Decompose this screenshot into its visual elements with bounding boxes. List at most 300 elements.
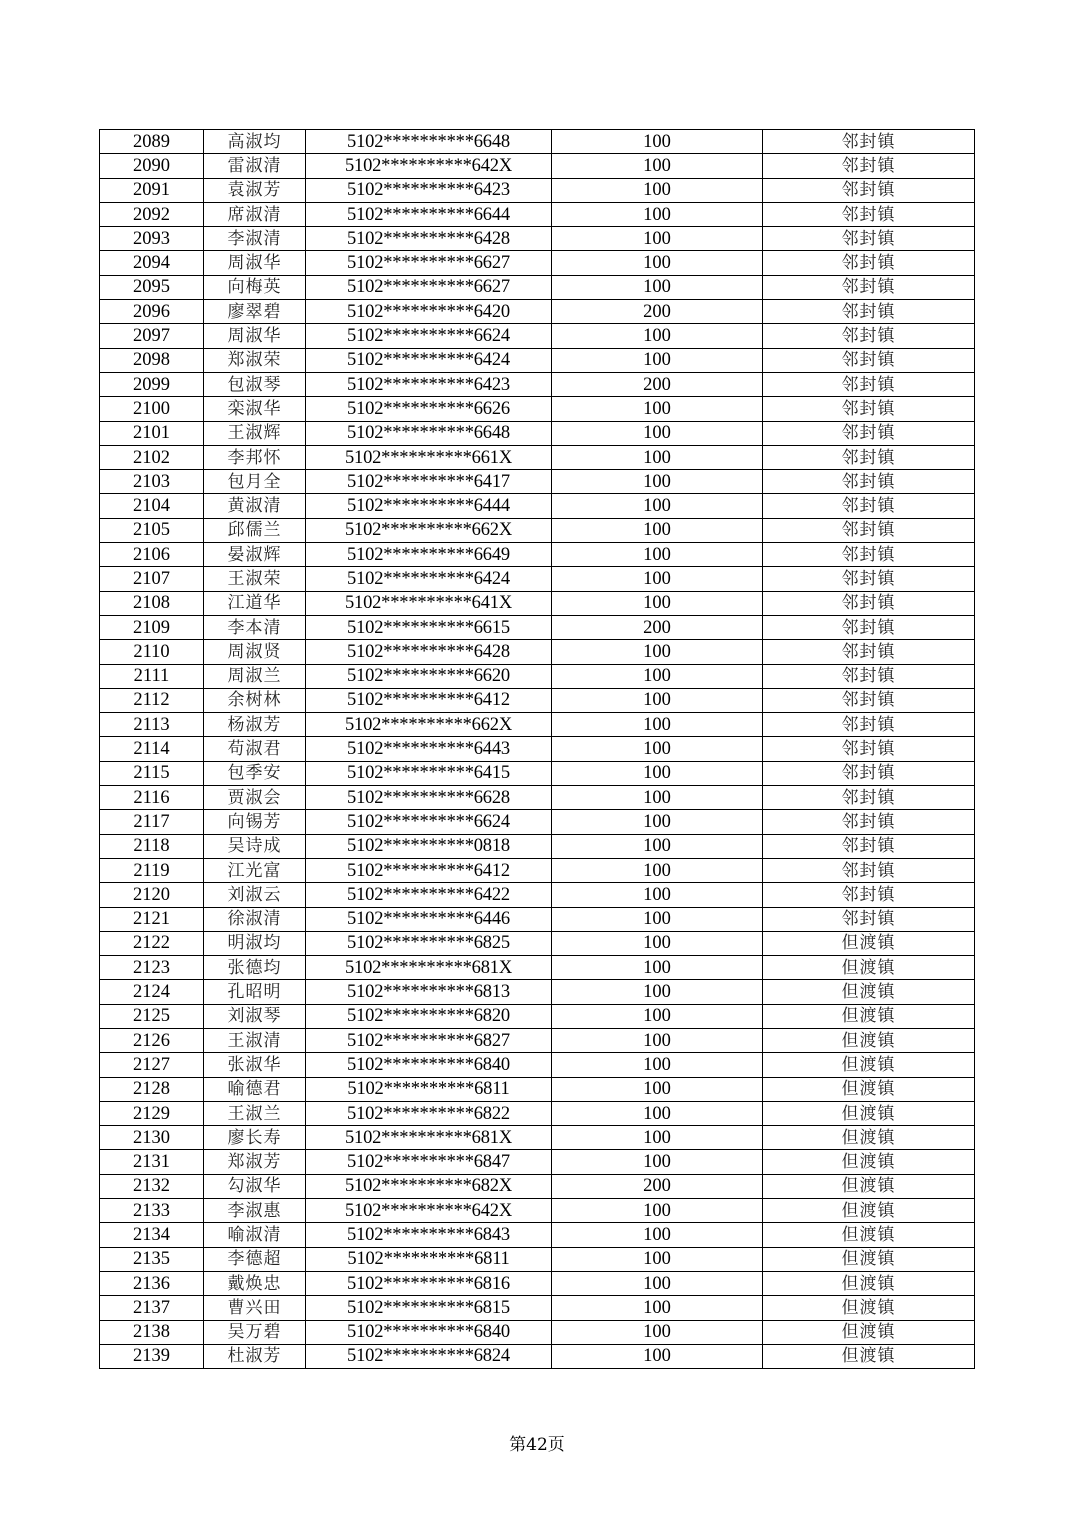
table-row [100,397,975,421]
name-cell: 刘淑琴 [204,1004,306,1028]
table-row [100,883,975,907]
name-cell: 贾淑会 [204,786,306,810]
table-row [100,761,975,785]
serial-number-cell: 2113 [100,713,204,737]
town-cell: 邻封镇 [763,737,975,761]
town-cell: 邻封镇 [763,786,975,810]
town-cell: 邻封镇 [763,688,975,712]
serial-number-cell: 2119 [100,858,204,882]
id-number-cell: 5102**********6615 [306,615,552,639]
town-cell: 但渡镇 [763,1320,975,1344]
serial-number-cell: 2103 [100,470,204,494]
town-cell: 但渡镇 [763,1344,975,1368]
town-cell: 邻封镇 [763,324,975,348]
name-cell: 郑淑荣 [204,348,306,372]
id-number-cell: 5102**********6443 [306,737,552,761]
records-table-body [100,130,975,1369]
serial-number-cell: 2106 [100,543,204,567]
page-number: 第42页 [509,1435,565,1455]
serial-number-cell: 2128 [100,1077,204,1101]
table-row [100,786,975,810]
table-row [100,470,975,494]
serial-number-cell: 2092 [100,202,204,226]
name-cell: 周淑贤 [204,640,306,664]
serial-number-cell: 2122 [100,931,204,955]
id-number-cell: 5102**********6840 [306,1320,552,1344]
name-cell: 邱儒兰 [204,518,306,542]
amount-cell: 100 [552,1247,763,1271]
town-cell: 但渡镇 [763,1223,975,1247]
table-row [100,543,975,567]
table-row [100,591,975,615]
serial-number-cell: 2115 [100,761,204,785]
id-number-cell: 5102**********6420 [306,300,552,324]
table-row [100,1126,975,1150]
serial-number-cell: 2102 [100,445,204,469]
name-cell: 杨淑芳 [204,713,306,737]
id-number-cell: 5102**********6644 [306,202,552,226]
table-row [100,1101,975,1125]
id-number-cell: 5102**********6424 [306,567,552,591]
serial-number-cell: 2117 [100,810,204,834]
serial-number-cell: 2090 [100,154,204,178]
id-number-cell: 5102**********6648 [306,421,552,445]
id-number-cell: 5102**********6822 [306,1101,552,1125]
id-number-cell: 5102**********642X [306,154,552,178]
serial-number-cell: 2107 [100,567,204,591]
id-number-cell: 5102**********6423 [306,178,552,202]
name-cell: 黄淑清 [204,494,306,518]
serial-number-cell: 2137 [100,1296,204,1320]
name-cell: 周淑兰 [204,664,306,688]
amount-cell: 100 [552,1126,763,1150]
id-number-cell: 5102**********6843 [306,1223,552,1247]
amount-cell: 100 [552,591,763,615]
serial-number-cell: 2105 [100,518,204,542]
table-row [100,130,975,154]
serial-number-cell: 2096 [100,300,204,324]
table-row [100,372,975,396]
name-cell: 郑淑芳 [204,1150,306,1174]
serial-number-cell: 2133 [100,1199,204,1223]
amount-cell: 100 [552,1223,763,1247]
table-row [100,275,975,299]
serial-number-cell: 2091 [100,178,204,202]
amount-cell: 100 [552,1053,763,1077]
town-cell: 邻封镇 [763,470,975,494]
id-number-cell: 5102**********6424 [306,348,552,372]
town-cell: 但渡镇 [763,1004,975,1028]
amount-cell: 100 [552,130,763,154]
amount-cell: 100 [552,883,763,907]
amount-cell: 200 [552,372,763,396]
amount-cell: 100 [552,1077,763,1101]
amount-cell: 100 [552,737,763,761]
amount-cell: 100 [552,1150,763,1174]
table-row [100,445,975,469]
id-number-cell: 5102**********6813 [306,980,552,1004]
table-row [100,1150,975,1174]
table-row [100,1296,975,1320]
id-number-cell: 5102**********6628 [306,786,552,810]
name-cell: 李淑惠 [204,1199,306,1223]
name-cell: 袁淑芳 [204,178,306,202]
id-number-cell: 5102**********6811 [306,1247,552,1271]
name-cell: 王淑清 [204,1028,306,1052]
name-cell: 包淑琴 [204,372,306,396]
table-row [100,664,975,688]
table-row [100,1028,975,1052]
serial-number-cell: 2125 [100,1004,204,1028]
town-cell: 但渡镇 [763,931,975,955]
name-cell: 江光富 [204,858,306,882]
town-cell: 但渡镇 [763,1199,975,1223]
amount-cell: 100 [552,178,763,202]
amount-cell: 100 [552,810,763,834]
name-cell: 向锡芳 [204,810,306,834]
amount-cell: 100 [552,956,763,980]
town-cell: 邻封镇 [763,372,975,396]
table-row [100,640,975,664]
id-number-cell: 5102**********6627 [306,251,552,275]
town-cell: 但渡镇 [763,1296,975,1320]
table-row [100,834,975,858]
serial-number-cell: 2114 [100,737,204,761]
name-cell: 刘淑云 [204,883,306,907]
table-row [100,615,975,639]
amount-cell: 100 [552,445,763,469]
serial-number-cell: 2123 [100,956,204,980]
id-number-cell: 5102**********681X [306,956,552,980]
town-cell: 但渡镇 [763,980,975,1004]
serial-number-cell: 2099 [100,372,204,396]
town-cell: 邻封镇 [763,445,975,469]
town-cell: 邻封镇 [763,518,975,542]
amount-cell: 100 [552,980,763,1004]
id-number-cell: 5102**********6811 [306,1077,552,1101]
id-number-cell: 5102**********6624 [306,324,552,348]
id-number-cell: 5102**********6423 [306,372,552,396]
name-cell: 向梅英 [204,275,306,299]
table-row [100,251,975,275]
serial-number-cell: 2129 [100,1101,204,1125]
serial-number-cell: 2100 [100,397,204,421]
name-cell: 包季安 [204,761,306,785]
name-cell: 雷淑清 [204,154,306,178]
amount-cell: 100 [552,907,763,931]
table-row [100,1320,975,1344]
town-cell: 邻封镇 [763,640,975,664]
serial-number-cell: 2121 [100,907,204,931]
serial-number-cell: 2109 [100,615,204,639]
name-cell: 王淑荣 [204,567,306,591]
amount-cell: 100 [552,1004,763,1028]
serial-number-cell: 2089 [100,130,204,154]
town-cell: 邻封镇 [763,810,975,834]
id-number-cell: 5102**********0818 [306,834,552,858]
serial-number-cell: 2094 [100,251,204,275]
amount-cell: 100 [552,761,763,785]
town-cell: 邻封镇 [763,713,975,737]
id-number-cell: 5102**********662X [306,518,552,542]
name-cell: 周淑华 [204,251,306,275]
amount-cell: 100 [552,543,763,567]
amount-cell: 200 [552,300,763,324]
town-cell: 邻封镇 [763,907,975,931]
town-cell: 邻封镇 [763,202,975,226]
name-cell: 勾淑华 [204,1174,306,1198]
name-cell: 吴诗成 [204,834,306,858]
name-cell: 孔昭明 [204,980,306,1004]
name-cell: 戴焕忠 [204,1271,306,1295]
table-row [100,154,975,178]
amount-cell: 100 [552,202,763,226]
table-row [100,956,975,980]
name-cell: 张德均 [204,956,306,980]
amount-cell: 100 [552,324,763,348]
amount-cell: 100 [552,1296,763,1320]
town-cell: 邻封镇 [763,494,975,518]
name-cell: 吴万碧 [204,1320,306,1344]
id-number-cell: 5102**********641X [306,591,552,615]
id-number-cell: 5102**********642X [306,1199,552,1223]
amount-cell: 100 [552,1101,763,1125]
name-cell: 高淑均 [204,130,306,154]
name-cell: 徐淑清 [204,907,306,931]
amount-cell: 100 [552,567,763,591]
name-cell: 张淑华 [204,1053,306,1077]
amount-cell: 100 [552,786,763,810]
id-number-cell: 5102**********6444 [306,494,552,518]
amount-cell: 100 [552,251,763,275]
table-row [100,494,975,518]
table-row [100,324,975,348]
amount-cell: 100 [552,518,763,542]
serial-number-cell: 2118 [100,834,204,858]
amount-cell: 100 [552,154,763,178]
name-cell: 喻淑清 [204,1223,306,1247]
table-row [100,348,975,372]
town-cell: 邻封镇 [763,761,975,785]
town-cell: 邻封镇 [763,348,975,372]
serial-number-cell: 2126 [100,1028,204,1052]
town-cell: 邻封镇 [763,397,975,421]
serial-number-cell: 2108 [100,591,204,615]
serial-number-cell: 2101 [100,421,204,445]
table-row [100,202,975,226]
table-row [100,907,975,931]
serial-number-cell: 2110 [100,640,204,664]
serial-number-cell: 2134 [100,1223,204,1247]
amount-cell: 100 [552,494,763,518]
amount-cell: 100 [552,1320,763,1344]
amount-cell: 100 [552,348,763,372]
name-cell: 余树林 [204,688,306,712]
table-row [100,931,975,955]
name-cell: 王淑兰 [204,1101,306,1125]
name-cell: 苟淑君 [204,737,306,761]
amount-cell: 100 [552,275,763,299]
id-number-cell: 5102**********6620 [306,664,552,688]
id-number-cell: 5102**********6412 [306,688,552,712]
serial-number-cell: 2116 [100,786,204,810]
town-cell: 但渡镇 [763,1101,975,1125]
id-number-cell: 5102**********6648 [306,130,552,154]
town-cell: 邻封镇 [763,154,975,178]
id-number-cell: 5102**********682X [306,1174,552,1198]
name-cell: 席淑清 [204,202,306,226]
table-row [100,227,975,251]
amount-cell: 100 [552,640,763,664]
id-number-cell: 5102**********6624 [306,810,552,834]
table-row [100,688,975,712]
id-number-cell: 5102**********6412 [306,858,552,882]
town-cell: 邻封镇 [763,227,975,251]
amount-cell: 100 [552,713,763,737]
id-number-cell: 5102**********6627 [306,275,552,299]
amount-cell: 100 [552,470,763,494]
table-row [100,421,975,445]
town-cell: 邻封镇 [763,300,975,324]
id-number-cell: 5102**********6825 [306,931,552,955]
table-row [100,1004,975,1028]
town-cell: 但渡镇 [763,1126,975,1150]
id-number-cell: 5102**********6649 [306,543,552,567]
serial-number-cell: 2097 [100,324,204,348]
amount-cell: 100 [552,421,763,445]
serial-number-cell: 2120 [100,883,204,907]
town-cell: 但渡镇 [763,1150,975,1174]
id-number-cell: 5102**********6847 [306,1150,552,1174]
town-cell: 邻封镇 [763,251,975,275]
id-number-cell: 5102**********6626 [306,397,552,421]
serial-number-cell: 2104 [100,494,204,518]
amount-cell: 100 [552,1199,763,1223]
table-row [100,713,975,737]
id-number-cell: 5102**********6815 [306,1296,552,1320]
id-number-cell: 5102**********6824 [306,1344,552,1368]
town-cell: 但渡镇 [763,1028,975,1052]
town-cell: 但渡镇 [763,1247,975,1271]
records-table [99,129,975,1369]
town-cell: 邻封镇 [763,591,975,615]
id-number-cell: 5102**********6827 [306,1028,552,1052]
town-cell: 但渡镇 [763,1174,975,1198]
amount-cell: 100 [552,397,763,421]
id-number-cell: 5102**********6428 [306,227,552,251]
name-cell: 曹兴田 [204,1296,306,1320]
serial-number-cell: 2098 [100,348,204,372]
name-cell: 喻德君 [204,1077,306,1101]
amount-cell: 100 [552,1271,763,1295]
name-cell: 杜淑芳 [204,1344,306,1368]
amount-cell: 100 [552,834,763,858]
name-cell: 晏淑辉 [204,543,306,567]
id-number-cell: 5102**********6840 [306,1053,552,1077]
table-row [100,810,975,834]
name-cell: 周淑华 [204,324,306,348]
town-cell: 邻封镇 [763,178,975,202]
town-cell: 邻封镇 [763,834,975,858]
table-row [100,518,975,542]
town-cell: 但渡镇 [763,1053,975,1077]
amount-cell: 100 [552,664,763,688]
amount-cell: 100 [552,688,763,712]
town-cell: 邻封镇 [763,615,975,639]
town-cell: 邻封镇 [763,858,975,882]
id-number-cell: 5102**********6428 [306,640,552,664]
table-row [100,737,975,761]
name-cell: 栾淑华 [204,397,306,421]
amount-cell: 200 [552,1174,763,1198]
table-row [100,1247,975,1271]
serial-number-cell: 2112 [100,688,204,712]
name-cell: 李德超 [204,1247,306,1271]
id-number-cell: 5102**********681X [306,1126,552,1150]
name-cell: 江道华 [204,591,306,615]
serial-number-cell: 2139 [100,1344,204,1368]
town-cell: 邻封镇 [763,543,975,567]
name-cell: 李邦怀 [204,445,306,469]
serial-number-cell: 2130 [100,1126,204,1150]
table-row [100,300,975,324]
id-number-cell: 5102**********661X [306,445,552,469]
amount-cell: 100 [552,1028,763,1052]
town-cell: 邻封镇 [763,664,975,688]
table-row [100,567,975,591]
serial-number-cell: 2093 [100,227,204,251]
name-cell: 包月全 [204,470,306,494]
id-number-cell: 5102**********6422 [306,883,552,907]
town-cell: 但渡镇 [763,1077,975,1101]
town-cell: 邻封镇 [763,130,975,154]
name-cell: 李淑清 [204,227,306,251]
id-number-cell: 5102**********6417 [306,470,552,494]
table-row [100,858,975,882]
serial-number-cell: 2127 [100,1053,204,1077]
amount-cell: 100 [552,227,763,251]
serial-number-cell: 2136 [100,1271,204,1295]
table-row [100,178,975,202]
town-cell: 邻封镇 [763,275,975,299]
table-row [100,1223,975,1247]
table-row [100,1053,975,1077]
serial-number-cell: 2124 [100,980,204,1004]
amount-cell: 100 [552,1344,763,1368]
table-row [100,1271,975,1295]
serial-number-cell: 2111 [100,664,204,688]
id-number-cell: 5102**********662X [306,713,552,737]
table-row [100,1174,975,1198]
table-row [100,980,975,1004]
name-cell: 廖翠碧 [204,300,306,324]
town-cell: 邻封镇 [763,567,975,591]
town-cell: 但渡镇 [763,1271,975,1295]
table-row [100,1344,975,1368]
table-row [100,1077,975,1101]
serial-number-cell: 2135 [100,1247,204,1271]
amount-cell: 200 [552,615,763,639]
name-cell: 王淑辉 [204,421,306,445]
id-number-cell: 5102**********6446 [306,907,552,931]
serial-number-cell: 2131 [100,1150,204,1174]
amount-cell: 100 [552,931,763,955]
id-number-cell: 5102**********6820 [306,1004,552,1028]
name-cell: 廖长寿 [204,1126,306,1150]
serial-number-cell: 2132 [100,1174,204,1198]
town-cell: 邻封镇 [763,421,975,445]
serial-number-cell: 2095 [100,275,204,299]
